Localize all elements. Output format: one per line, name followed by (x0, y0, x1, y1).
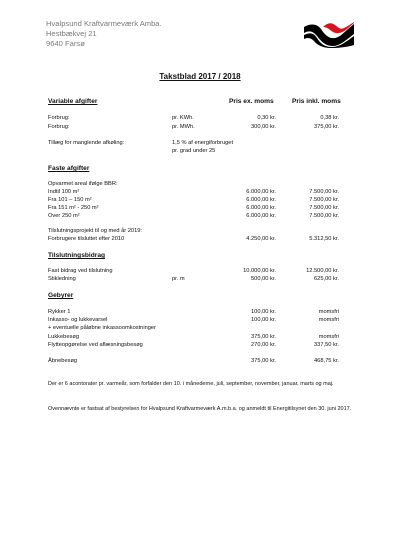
company-address (46, 19, 162, 49)
row-price-excl: 6.000,00 kr. (246, 213, 276, 219)
projekt-label-2: Forbrugere tilsluttet efter 2010 (48, 236, 125, 242)
afkoling-label: Tillæg for manglende afkøling: (48, 140, 125, 146)
company-name: Hvalpsund Kraftvarmeværk Amba. (46, 19, 162, 28)
table-row (0, 235, 400, 244)
page-title: Takstblad 2017 / 2018 (159, 72, 241, 81)
row-price-incl: 625,00 kr. (314, 276, 339, 282)
row-label: Åbnebesøg (48, 358, 78, 364)
row-price-excl: 0,30 kr. (257, 115, 276, 121)
company-logo-icon (303, 21, 355, 48)
afkoling-text-1: 1,5 % af energiforbruget (172, 140, 234, 146)
row-price-incl: 337,50 kr. (314, 342, 339, 348)
row-price-excl: 6.000,00 kr. (246, 189, 276, 195)
note-bestyrelse: Ovennævnte er fastsat af bestyrelsen for Hvalpsund Kraftvarmeværk A.m.b.a. og anmeldt til Energitilsynet den 30. juni 2017. (48, 406, 352, 412)
row-price-excl: 270,00 kr. (251, 342, 276, 348)
row-price-excl: 300,00 kr. (251, 124, 276, 130)
row-price-incl: 7.500,00 kr. (309, 189, 339, 195)
row-label: Indtil 100 m² (48, 189, 80, 195)
table-row (0, 275, 400, 284)
header-incl-moms: Pris inkl. moms (292, 98, 341, 105)
row-price-excl: 100,00 kr. (251, 317, 276, 323)
row-price-incl: 7.500,00 kr. (309, 213, 339, 219)
table-row (0, 123, 400, 132)
row-label: Forbrug: (48, 124, 70, 130)
section-variable-title: Variable afgifter (48, 98, 98, 105)
row-price-excl: 500,00 kr. (251, 276, 276, 282)
section-tilslutning-title: Tilslutningsbidrag (48, 252, 106, 259)
row-price-excl: 6.000,00 kr. (246, 197, 276, 203)
row-label: Stikledning (48, 276, 76, 282)
table-row (0, 114, 400, 123)
table-row (0, 212, 400, 221)
projekt-label-1: Tilslutningsprojekt til og med år 2019: (48, 228, 142, 234)
row-price-incl: momsfri (318, 309, 339, 315)
row-price-incl: 12.500,00 kr. (306, 268, 339, 274)
section-faste-title: Faste afgifter (48, 165, 90, 172)
row-price-incl: 7.500,00 kr. (309, 197, 339, 203)
row-label: Forbrug: (48, 115, 70, 121)
row-price-incl: 468,75 kr. (314, 358, 339, 364)
row-label: Fra 101 – 150 m² (48, 197, 92, 203)
company-street: Hestbækvej 21 (46, 29, 97, 38)
note-acontorater: Der er 6 acontorater pr. varmeår, som forfalder den 10. i månederne, juli, september, november, januar, marts og maj. (48, 381, 334, 387)
row-price-incl: momsfri (318, 334, 339, 340)
row-label: Flytteopgørelse ved aflæsningsbesøg (48, 342, 143, 348)
row-price-excl: 4.250,00 kr. (246, 236, 276, 242)
section-gebyrer-title: Gebyrer (48, 292, 74, 299)
header-excl-moms: Pris ex. moms (229, 98, 274, 105)
row-price-excl: 375,00 kr. (251, 358, 276, 364)
row-unit: pr. KWh. (172, 115, 194, 121)
row-price-incl: 375,00 kr. (314, 124, 339, 130)
row-label: Rykker 1 (48, 309, 71, 315)
row-price-excl: 6.000,00 kr. (246, 205, 276, 211)
row-price-incl: 5.312,50 kr. (309, 236, 339, 242)
row-price-incl: momsfri (318, 317, 339, 323)
row-label: Fra 151 m² - 250 m² (48, 205, 99, 211)
row-unit: pr. MWh. (172, 124, 195, 130)
table-row (0, 341, 400, 350)
table-row (0, 324, 400, 333)
row-price-excl: 10.000,00 kr. (243, 268, 276, 274)
row-label: Over 250 m² (48, 213, 80, 219)
row-price-incl: 7.500,00 kr. (309, 205, 339, 211)
table-row (0, 147, 400, 156)
row-label: Lukkebesøg (48, 334, 79, 340)
row-label: Inkasso- og lukkevarsel (48, 317, 108, 323)
table-row (0, 357, 400, 366)
faste-intro: Opvarmet areal ifølge BBR: (48, 181, 118, 187)
row-price-excl: 375,00 kr. (251, 334, 276, 340)
row-unit: pr. m (172, 276, 185, 282)
row-price-incl: 0,38 kr. (320, 115, 339, 121)
afkoling-text-2: pr. grad under 25 (172, 148, 216, 154)
row-price-excl: 100,00 kr. (251, 309, 276, 315)
row-label: Fast bidrag ved tilslutning (48, 268, 113, 274)
inkasso-note: + eventuelle påløbne inkassoomkostninger (48, 325, 156, 331)
company-city: 9640 Farsø (46, 39, 85, 48)
